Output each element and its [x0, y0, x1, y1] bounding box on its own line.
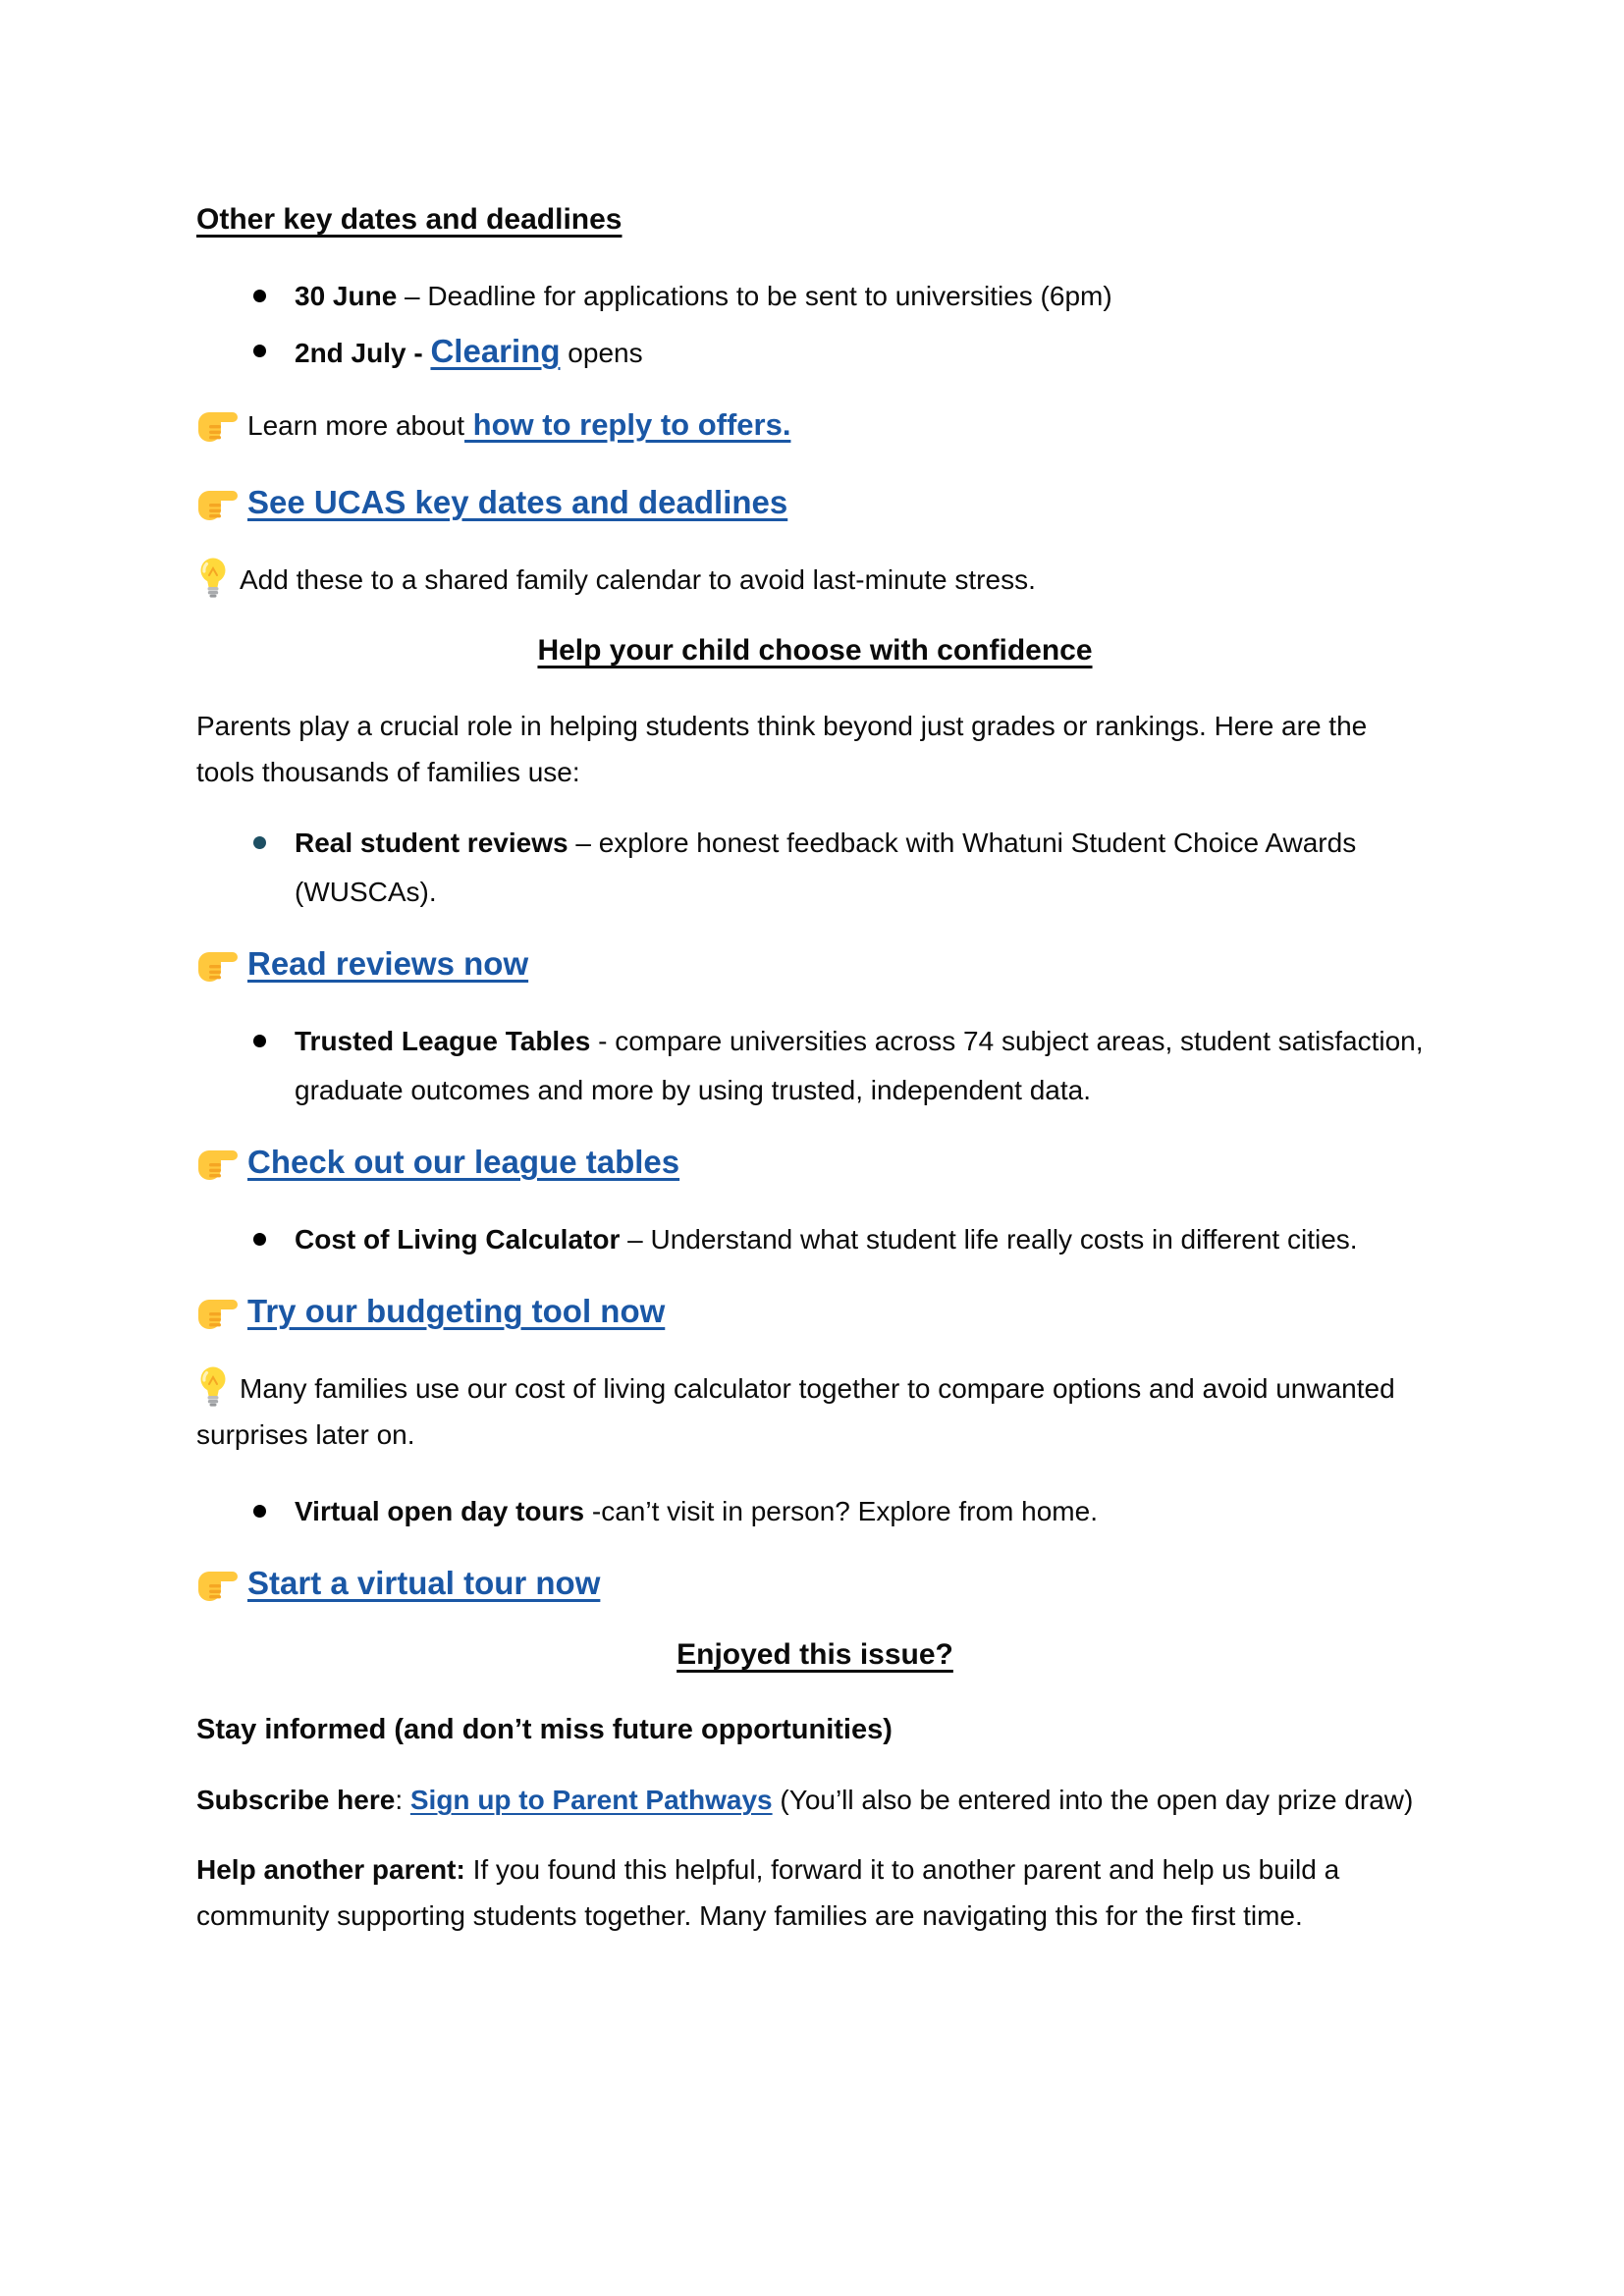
link-start-virtual-tour[interactable]: Start a virtual tour now	[247, 1565, 601, 1601]
pointing-finger-icon	[196, 1292, 240, 1331]
section-heading-other-key-dates: Other key dates and deadlines	[196, 203, 623, 236]
link-check-out-league-tables[interactable]: Check out our league tables	[247, 1144, 680, 1180]
bullet-date-bold: 2nd July -	[295, 338, 431, 368]
subscribe-paragraph	[196, 1777, 1424, 1823]
tip-text: Add these to a shared family calendar to avoid last-minute stress.	[240, 564, 1036, 595]
pointing-finger-icon	[196, 404, 240, 444]
help-another-parent-paragraph	[196, 1846, 1424, 1939]
subscribe-rest-text: (You’ll also be entered into the open day prize draw)	[772, 1785, 1414, 1815]
learn-more-line	[196, 400, 1424, 452]
cost-calculator-tip-line	[196, 1364, 1424, 1458]
section-heading-choose-with-confidence: Help your child choose with confidence	[537, 634, 1093, 667]
subscribe-separator: :	[395, 1785, 410, 1815]
link-clearing[interactable]: Clearing	[430, 333, 561, 369]
help-another-parent-bold: Help another parent:	[196, 1854, 465, 1885]
cost-of-living-list	[196, 1215, 1434, 1264]
subscribe-here-bold: Subscribe here	[196, 1785, 396, 1815]
list-item-virtual-open-day-tours	[196, 1487, 1434, 1536]
stay-informed-line: Stay informed (and don’t miss future opportunities)	[196, 1714, 893, 1745]
bullet-text: opens	[560, 338, 643, 368]
bullet-text: - compare universities across 74 subject areas, student satisfaction, graduate outcomes and more by using trusted, independent data.	[295, 1026, 1424, 1105]
virtual-tours-list	[196, 1487, 1434, 1536]
virtual-tour-line	[196, 1558, 1424, 1611]
budgeting-tool-line	[196, 1286, 1424, 1339]
read-reviews-line	[196, 938, 1424, 991]
list-item-30-june	[196, 272, 1434, 321]
link-how-to-reply-to-offers[interactable]: how to reply to offers.	[464, 407, 791, 442]
list-item-real-student-reviews	[196, 819, 1434, 917]
reviews-list	[196, 819, 1434, 917]
bullet-bold: Cost of Living Calculator	[295, 1224, 621, 1255]
link-sign-up-parent-pathways[interactable]: Sign up to Parent Pathways	[409, 1785, 773, 1815]
bullet-bold: Virtual open day tours	[295, 1496, 585, 1526]
pointing-finger-icon	[196, 1564, 240, 1603]
tip-text: Many families use our cost of living calculator together to compare options and avoid unwanted surprises later on.	[196, 1373, 1395, 1450]
lightbulb-icon	[196, 556, 230, 599]
lightbulb-icon	[196, 1364, 230, 1408]
list-item-trusted-league-tables	[196, 1017, 1434, 1115]
link-see-ucas-key-dates[interactable]: See UCAS key dates and deadlines	[247, 484, 788, 520]
bullet-bold: Real student reviews	[295, 828, 568, 858]
link-try-budgeting-tool[interactable]: Try our budgeting tool now	[247, 1293, 666, 1329]
list-item-2nd-july	[196, 327, 1434, 378]
section-heading-enjoyed-this-issue: Enjoyed this issue?	[677, 1638, 953, 1671]
choose-intro-paragraph: Parents play a crucial role in helping students think beyond just grades or rankings. Here are the tools thousands of families use:	[196, 711, 1368, 787]
pointing-finger-icon	[196, 1143, 240, 1182]
bullet-text: – Understand what student life really costs in different cities.	[620, 1224, 1358, 1255]
list-item-cost-of-living	[196, 1215, 1434, 1264]
league-tables-line	[196, 1137, 1424, 1190]
pointing-finger-icon	[196, 944, 240, 984]
bullet-text: – explore honest feedback with Whatuni Student Choice Awards (WUSCAs).	[295, 828, 1357, 907]
league-tables-list	[196, 1017, 1434, 1115]
calendar-tip-line	[196, 556, 1424, 603]
bullet-date-bold: 30 June	[295, 281, 398, 311]
learn-more-text: Learn more about	[247, 410, 465, 441]
bullet-text: -can’t visit in person? Explore from home.	[584, 1496, 1098, 1526]
bullet-text: – Deadline for applications to be sent to universities (6pm)	[397, 281, 1112, 311]
link-read-reviews-now[interactable]: Read reviews now	[247, 945, 529, 982]
pointing-finger-icon	[196, 483, 240, 522]
help-another-parent-text: If you found this helpful, forward it to another parent and help us build a community supporting students together. Many families are navigating this for the first time.	[196, 1854, 1340, 1931]
bullet-bold: Trusted League Tables	[295, 1026, 591, 1056]
key-dates-list	[196, 272, 1434, 378]
ucas-dates-line	[196, 477, 1424, 530]
